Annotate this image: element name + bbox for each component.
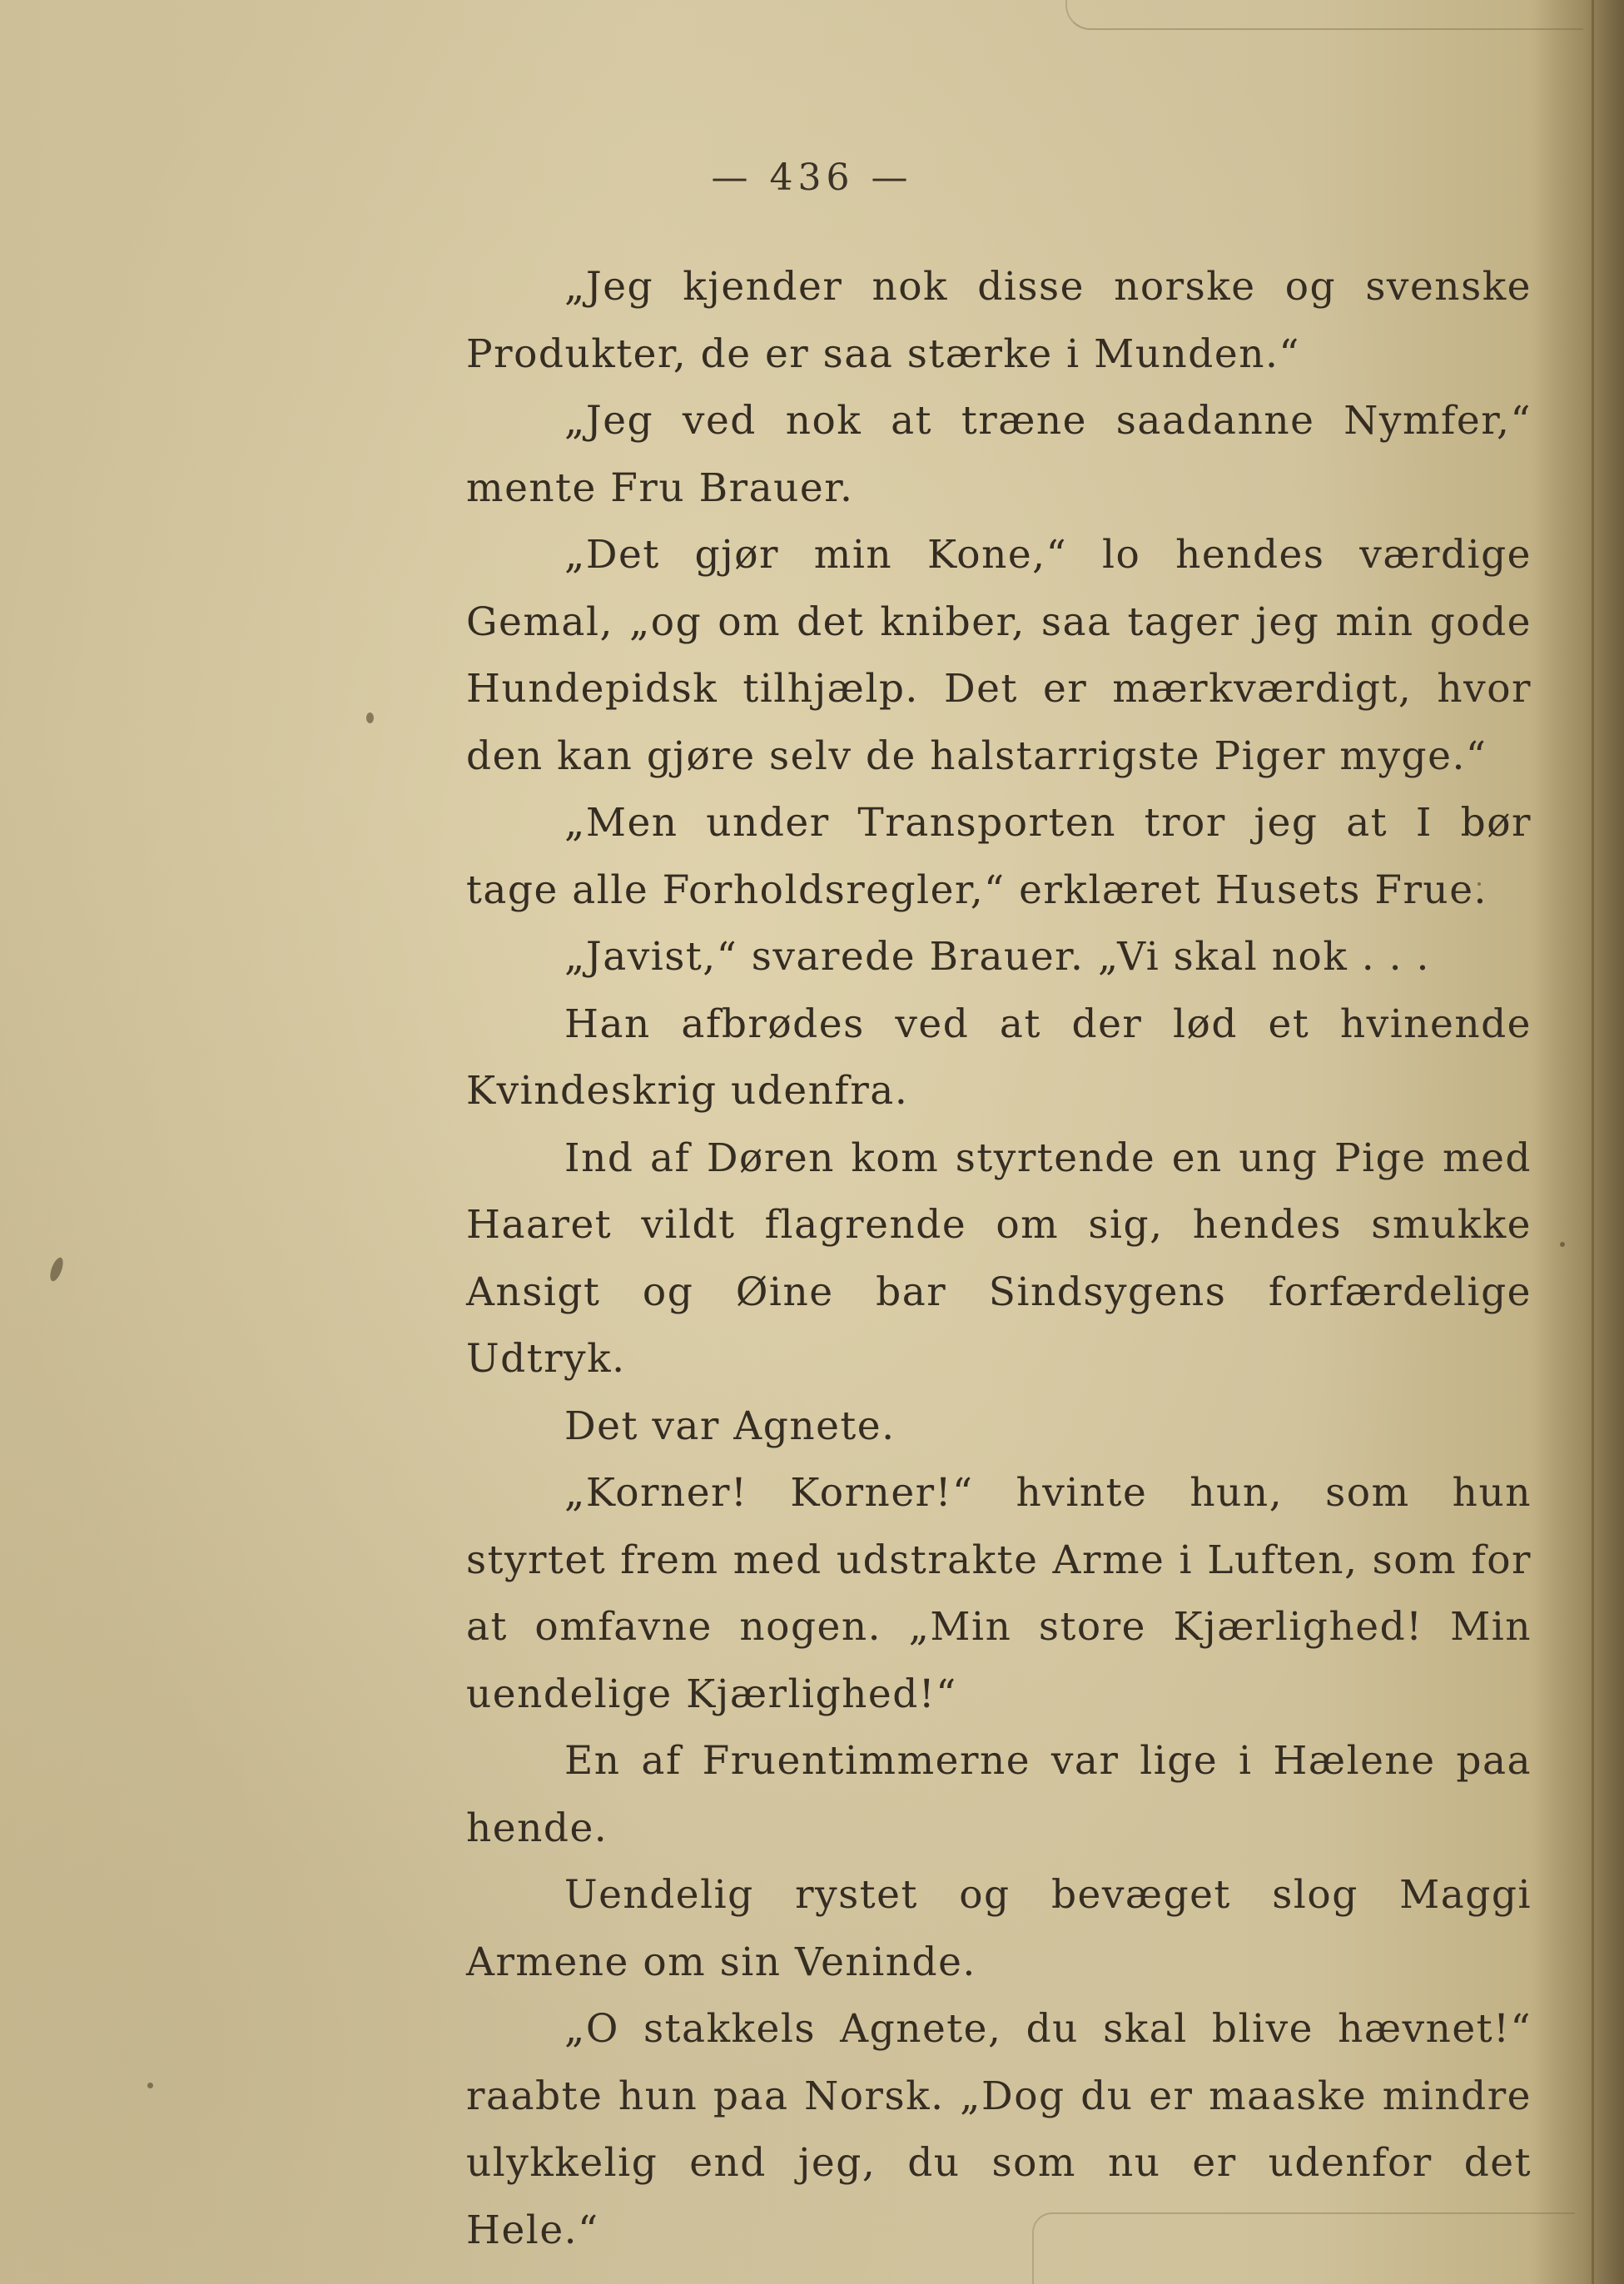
paper-speck [147,2083,153,2088]
paper-speck [47,1256,66,1283]
paragraph: „Det gjør min Kone,“ lo hendes værdige Gemal, „og om det kniber, saa tager jeg min gode Hundepidsk tilhjælp. Det er mærkværdigt, hvor den kan gjøre selv de halstarrigste Piger myge.“ [466,532,1532,779]
page-edge-line [1592,0,1594,2284]
page-number-header: — 436 — [711,156,913,199]
paragraph: „Jeg ved nok at træne saadanne Nymfer,“ mente Fru Brauer. [466,398,1532,511]
paragraph: En af Fruentimmerne var lige i Hælene paa hende. [466,1738,1532,1851]
paragraph: Ind af Døren kom styrtende en ung Pige med Haaret vildt flagrende om sig, hendes smukke Ansigt og Øine bar Sindsygens forfærdelige Udtryk. [466,1135,1532,1382]
paragraph: Det var Agnete. [564,1403,896,1449]
paragraph: Han afbrødes ved at der lød et hvinende Kvindeskrig udenfra. [466,1000,1532,1114]
top-page-fold [1065,0,1583,30]
paragraph: „Jeg kjender nok disse norske og svenske Produkter, de er saa stærke i Munden.“ [466,264,1532,377]
paragraph: „Korner! Korner!“ hvinte hun, som hun styrtet frem med udstrakte Arme i Luften, som for at omfavne nogen. „Min store Kjærlighed! Min uendelige Kjærlighed!“ [466,1470,1532,1717]
paragraph: „Men under Transporten tror jeg at I bør tage alle Forholdsregler,“ erklæret Husets Frue. [466,800,1532,913]
paper-speck [366,713,374,723]
paragraph: „O stakkels Agnete, du skal blive hævnet!“ raabte hun paa Norsk. „Dog du er maaske mindre ulykkelig end jeg, du som nu er udenfor det Hele.“ [466,2006,1532,2253]
page-edge-shadow [1532,0,1624,2284]
paragraph: „Javist,“ svarede Brauer. „Vi skal nok . . . [564,934,1430,980]
paper-speck [1560,1242,1565,1247]
paragraph: Uendelig rystet og bevæget slog Maggi Armene om sin Veninde. [466,1872,1532,1985]
body-text [466,254,1532,2264]
